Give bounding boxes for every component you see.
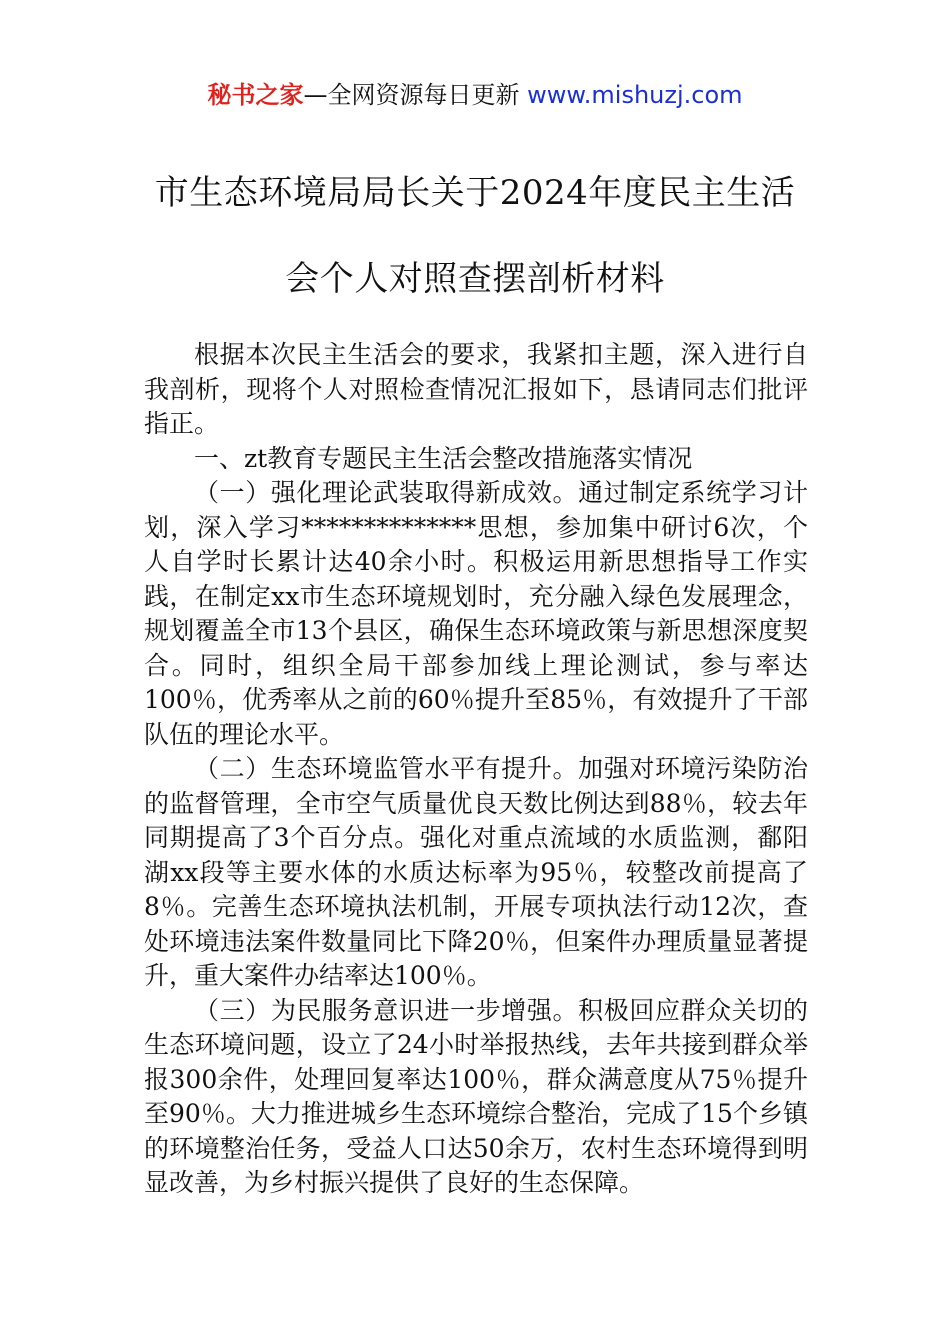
site-brand: 秘书之家 <box>207 81 304 109</box>
site-header <box>0 78 950 112</box>
section-heading: 一、zt教育专题民主生活会整改措施落实情况 <box>194 443 693 473</box>
body-paragraph: （一）强化理论武装取得新成效。通过制定系统学习计划，深入学习**************思想，参加集中研讨6次，个人自学时长累计达40余小时。积极运用新思想指导工作实践，在制定xx市生态环境规划时，充分融入绿色发展理念，规划覆盖全市13个县区，确保生态环境政策与新思想深度契合。同时，组织全局干部参加线上理论测试，参与率达100％，优秀率从之前的60％提升至85％，有效提升了干部队伍的理论水平。 <box>144 478 808 749</box>
document-title <box>120 150 830 322</box>
site-tagline: —全网资源每日更新 <box>303 81 528 109</box>
body-paragraph: （二）生态环境监管水平有提升。加强对环境污染防治的监督管理，全市空气质量优良天数比例达到88％，较去年同期提高了3个百分点。强化对重点流域的水质监测，鄱阳湖xx段等主要水体的水质达标率为95％，较整改前提高了8％。完善生态环境执法机制，开展专项执法行动12次，查处环境违法案件数量同比下降20％，但案件办理质量显著提升，重大案件办结率达100％。 <box>144 754 808 990</box>
site-url-link[interactable]: www.mishuzj.com <box>527 81 743 109</box>
intro-paragraph: 根据本次民主生活会的要求，我紧扣主题，深入进行自我剖析，现将个人对照检查情况汇报如下，恳请同志们批评指正。 <box>144 340 808 438</box>
title-line-2: 会个人对照查摆剖析材料 <box>285 259 665 299</box>
body-paragraph: （三）为民服务意识进一步增强。积极回应群众关切的生态环境问题，设立了24小时举报热线，去年共接到群众举报300余件，处理回复率达100％，群众满意度从75％提升至90％。大力推进城乡生态环境综合整治，完成了15个乡镇的环境整治任务，受益人口达50余万，农村生态环境得到明显改善，为乡村振兴提供了良好的生态保障。 <box>144 995 808 1197</box>
title-line-1: 市生态环境局局长关于2024年度民主生活 <box>154 173 796 213</box>
document-body <box>144 338 808 1201</box>
